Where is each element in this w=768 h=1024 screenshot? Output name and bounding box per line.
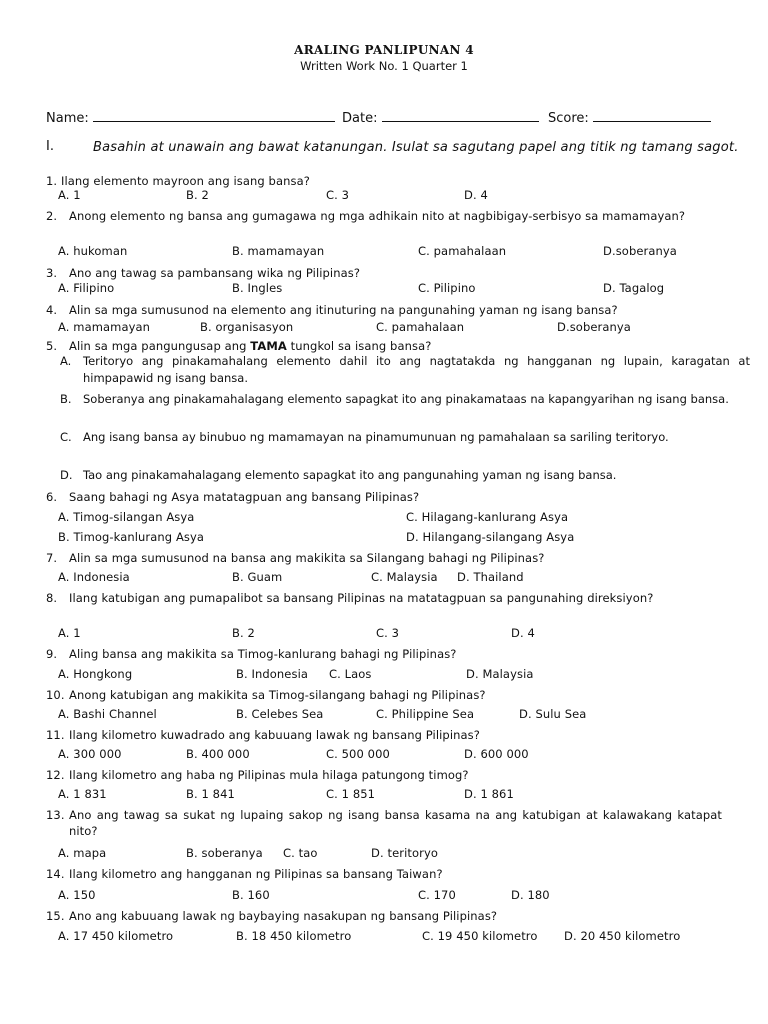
- choice-d: D. teritoryo: [371, 846, 438, 860]
- choice-c: [60, 429, 750, 446]
- question-text: Alin sa mga sumusunod na bansa ang makikita sa Silangang bahagi ng Pilipinas?: [69, 551, 545, 565]
- question-12: [46, 767, 722, 783]
- choice-d: D. Hilangang-silangang Asya: [406, 530, 575, 544]
- choice-a: A. Hongkong: [58, 667, 133, 681]
- choice-c: C. 19 450 kilometro: [422, 929, 538, 943]
- choice-letter: B.: [60, 392, 72, 406]
- choice-a: A. 17 450 kilometro: [58, 929, 174, 943]
- choice-c: C. 3: [376, 626, 400, 640]
- choice-letter: D.: [60, 468, 73, 482]
- question-number: 2.: [46, 209, 58, 223]
- page-subtitle: Written Work No. 1 Quarter 1: [300, 59, 468, 73]
- question-text: Ano ang kabuuang lawak ng baybaying nasakupan ng bansang Pilipinas?: [69, 909, 498, 923]
- choice-text: Ang isang bansa ay binubuo ng mamamayan na pinamumunuan ng pamahalaan sa sariling teritoryo.: [83, 430, 669, 444]
- question-text: Ilang katubigan ang pumapalibot sa bansang Pilipinas na matatagpuan sa pangunahing direksiyon?: [69, 591, 654, 605]
- question-number: 5.: [46, 339, 58, 353]
- choice-d: D. 4: [511, 626, 535, 640]
- choice-b: B. Ingles: [232, 281, 283, 295]
- choice-c: C. Pilipino: [418, 281, 476, 295]
- page-title: ARALING PANLIPUNAN 4: [294, 43, 474, 57]
- choice-c: C. tao: [283, 846, 318, 860]
- question-text-pre: Alin sa mga pangungusap ang: [69, 339, 251, 353]
- question-7: [46, 550, 722, 566]
- question-number: 12.: [46, 768, 65, 782]
- choice-text: Teritoryo ang pinakamahalang elemento dahil ito ang nagtatakda ng hangganan ng lupain, karagatan at himpapawid ng isang bansa.: [83, 354, 750, 385]
- choice-c: C. Laos: [329, 667, 372, 681]
- question-text: Ilang kilometro ang haba ng Pilipinas mula hilaga patungong timog?: [69, 768, 469, 782]
- choice-b: B. organisasyon: [200, 320, 294, 334]
- choice-c: C. 3: [326, 188, 350, 202]
- choice-d: [60, 467, 750, 484]
- date-blank: [382, 110, 539, 122]
- name-blank: [93, 110, 335, 122]
- question-text-emphasis: TAMA: [250, 339, 287, 353]
- choice-letter: A.: [60, 354, 72, 368]
- choice-d: D.soberanya: [603, 244, 677, 258]
- choice-d: D. 1 861: [464, 787, 514, 801]
- choice-c: C. Hilagang-kanlurang Asya: [406, 510, 569, 524]
- question-text: Aling bansa ang makikita sa Timog-kanlurang bahagi ng Pilipinas?: [69, 647, 457, 661]
- question-number: 1.: [46, 174, 58, 188]
- date-field: [342, 110, 539, 126]
- question-4: [46, 302, 722, 318]
- choice-c: C. pamahalaan: [376, 320, 465, 334]
- choice-b: B. Timog-kanlurang Asya: [58, 530, 205, 544]
- name-label: Name:: [46, 111, 89, 126]
- question-6: [46, 489, 722, 505]
- choice-text: Tao ang pinakamahalagang elemento sapagkat ito ang pangunahing yaman ng isang bansa.: [83, 468, 617, 482]
- question-text: Saang bahagi ng Asya matatagpuan ang bansang Pilipinas?: [69, 490, 420, 504]
- score-label: Score:: [548, 111, 589, 126]
- choice-b: B. 400 000: [186, 747, 250, 761]
- choice-c: C. Philippine Sea: [376, 707, 475, 721]
- choice-d: D. 4: [464, 188, 488, 202]
- choice-a: A. Bashi Channel: [58, 707, 157, 721]
- section-number: I.: [46, 139, 54, 154]
- question-number: 10.: [46, 688, 65, 702]
- choice-b: B. soberanya: [186, 846, 263, 860]
- question-5: [46, 338, 722, 354]
- question-text: Ilang elemento mayroon ang isang bansa?: [60, 174, 310, 188]
- instructions-text: Basahin at unawain ang bawat katanungan. Isulat sa sagutang papel ang titik ng tamang sagot.: [93, 140, 739, 155]
- choice-a: A. mamamayan: [58, 320, 151, 334]
- choice-a: A. Indonesia: [58, 570, 130, 584]
- question-number: 3.: [46, 266, 58, 280]
- score-field: [548, 110, 711, 126]
- choice-c: C. 1 851: [326, 787, 376, 801]
- choice-b: [60, 391, 750, 408]
- choice-b: B. 1 841: [186, 787, 235, 801]
- question-3: [46, 265, 722, 281]
- question-2: [46, 208, 722, 224]
- question-number: 14.: [46, 867, 65, 881]
- choice-b: B. 2: [186, 188, 209, 202]
- question-number: 7.: [46, 551, 58, 565]
- question-10: [46, 687, 722, 703]
- choice-d: D. 600 000: [464, 747, 529, 761]
- date-label: Date:: [342, 111, 378, 126]
- choice-c: C. Malaysia: [371, 570, 438, 584]
- question-number: 6.: [46, 490, 58, 504]
- question-9: [46, 646, 722, 662]
- choice-a: A. Filipino: [58, 281, 115, 295]
- question-text: Anong elemento ng bansa ang gumagawa ng mga adhikain nito at nagbibigay-serbisyo sa mamamayan?: [69, 209, 686, 223]
- choice-a: A. Timog-silangan Asya: [58, 510, 195, 524]
- question-text: Ano ang tawag sa sukat ng lupaing sakop ng isang bansa kasama na ang katubigan at kalawakang katapat nito?: [69, 808, 722, 838]
- question-text: Anong katubigan ang makikita sa Timog-silangang bahagi ng Pilipinas?: [69, 688, 486, 702]
- question-number: 11.: [46, 728, 65, 742]
- choice-letter: C.: [60, 430, 72, 444]
- choice-a: A. 1: [58, 188, 81, 202]
- choice-d: D. Tagalog: [603, 281, 665, 295]
- choice-c: C. 500 000: [326, 747, 390, 761]
- question-number: 13.: [46, 808, 65, 822]
- question-text: Alin sa mga sumusunod na elemento ang itinuturing na pangunahing yaman ng isang bansa?: [69, 303, 618, 317]
- choice-b: B. mamamayan: [232, 244, 325, 258]
- choice-c: C. 170: [418, 888, 456, 902]
- choice-text: Soberanya ang pinakamahalagang elemento sapagkat ito ang pinakamataas na kapangyarihan ng isang bansa.: [83, 392, 729, 406]
- choice-d: D. Malaysia: [466, 667, 534, 681]
- choice-d: D. Thailand: [457, 570, 524, 584]
- choice-d: D. 180: [511, 888, 550, 902]
- score-blank: [593, 110, 711, 122]
- choice-a: A. 1: [58, 626, 81, 640]
- choice-d: D.soberanya: [557, 320, 631, 334]
- question-text: Ilang kilometro kuwadrado ang kabuuang lawak ng bansang Pilipinas?: [69, 728, 480, 742]
- choice-a: A. 300 000: [58, 747, 122, 761]
- question-1: [46, 173, 722, 189]
- choice-b: B. Guam: [232, 570, 283, 584]
- choice-d: D. 20 450 kilometro: [564, 929, 681, 943]
- question-number: 8.: [46, 591, 58, 605]
- question-number: 9.: [46, 647, 58, 661]
- choice-a: A. mapa: [58, 846, 107, 860]
- question-13: [46, 807, 722, 839]
- question-14: [46, 866, 722, 882]
- choice-b: B. 2: [232, 626, 255, 640]
- question-number: 15.: [46, 909, 65, 923]
- choice-a: A. hukoman: [58, 244, 128, 258]
- choice-b: B. Celebes Sea: [236, 707, 324, 721]
- choice-d: D. Sulu Sea: [519, 707, 587, 721]
- choice-a: A. 150: [58, 888, 96, 902]
- choice-b: B. Indonesia: [236, 667, 309, 681]
- name-field: [46, 110, 335, 126]
- choice-c: C. pamahalaan: [418, 244, 507, 258]
- choice-a: A. 1 831: [58, 787, 107, 801]
- question-text-post: tungkol sa isang bansa?: [286, 339, 432, 353]
- question-number: 4.: [46, 303, 58, 317]
- question-8: [46, 590, 722, 606]
- question-text: Ano ang tawag sa pambansang wika ng Pilipinas?: [69, 266, 361, 280]
- choice-a: [60, 353, 750, 387]
- question-11: [46, 727, 722, 743]
- choice-b: B. 160: [232, 888, 270, 902]
- question-15: [46, 908, 722, 924]
- question-text: Ilang kilometro ang hangganan ng Pilipinas sa bansang Taiwan?: [69, 867, 443, 881]
- choice-b: B. 18 450 kilometro: [236, 929, 352, 943]
